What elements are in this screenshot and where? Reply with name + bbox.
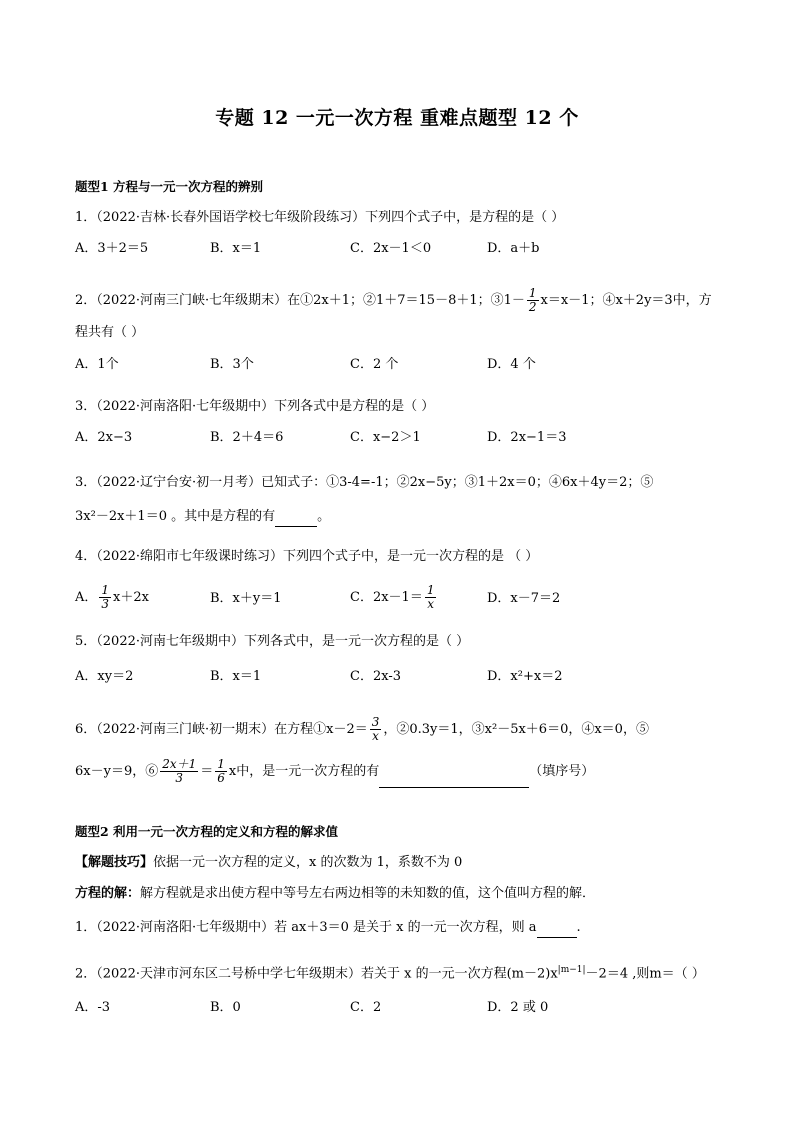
fraction <box>215 758 227 785</box>
section-heading-2: 题型2 利用一元一次方程的定义和方程的解求值 <box>75 824 339 839</box>
fraction-denominator: 2 <box>528 300 537 314</box>
answer-blank <box>537 919 577 938</box>
option-a: A．3＋2＝5 <box>75 241 149 256</box>
option-d: D．a＋b <box>487 241 540 256</box>
document-title: 专题 12 一元一次方程 重难点题型 12 个 <box>215 107 579 129</box>
question-2-options <box>75 356 735 374</box>
fraction-numerator: 2x＋1 <box>162 757 197 771</box>
question-4-stem: 4．（2022·绵阳市七年级课时练习）下列四个式子中，是一元一次方程的是 （ ） <box>75 549 539 564</box>
fraction-numerator: 1 <box>528 286 537 300</box>
option-c: C．2 <box>350 1000 382 1015</box>
practice-2-stem <box>75 961 735 983</box>
option-c-expr: C．2x－1＝ <box>350 590 423 605</box>
option-a: A．2x−3 <box>75 430 133 445</box>
answer-blank <box>275 508 317 527</box>
tip-text: 依据一元一次方程的定义，x 的次数为 1，系数不为 0 <box>153 855 463 870</box>
option-d: D．2 或 0 <box>487 1000 549 1015</box>
fraction-denominator: x <box>427 597 435 611</box>
question-4-options <box>75 584 735 614</box>
practice-1-text: 1．（2022·河南洛阳·七年级期中）若 ax＋3＝0 是关于 x 的一元一次方程，则 a <box>75 920 537 935</box>
option-a: A．xy＝2 <box>75 669 134 684</box>
question-5-stem: 5．（2022·河南七年级期中）下列各式中，是一元一次方程的是（ ） <box>75 634 470 649</box>
question-2-stem-post: x＝x－1；④x＋2y＝3中，方 <box>540 293 712 308</box>
option-b: B．2＋4＝6 <box>210 430 284 445</box>
question-3b-stem: 3．（2022·辽宁台安·初一月考）已知式子：①3-4=-1；②2x−5y；③1＋2x＝0；④6x＋4y＝2；⑤ <box>75 475 654 490</box>
fraction-denominator: 3 <box>175 771 184 785</box>
option-d: D．4 个 <box>487 357 536 372</box>
exponent: |m−1| <box>557 965 586 975</box>
question-3a-options <box>75 429 735 447</box>
option-a: A．1个 <box>75 357 119 372</box>
option-d: D．2x−1＝3 <box>487 430 567 445</box>
solution-label: 方程的解： <box>75 886 141 901</box>
option-a: A．-3 <box>75 1000 111 1015</box>
question-6-line2-pre: 6x－y＝9，⑥ <box>75 764 159 779</box>
option-c: C．2 个 <box>350 357 399 372</box>
equals-sign: ＝ <box>200 764 214 779</box>
practice-1-stem <box>75 919 735 938</box>
question-6-stem-line2 <box>75 757 735 788</box>
fraction-numerator: 3 <box>371 715 380 729</box>
practice-2-text: 2．（2022·天津市河东区二号桥中学七年级期末）若关于 x 的一元一次方程(m－2)x <box>75 966 558 982</box>
fraction-numerator: 1 <box>426 583 435 597</box>
question-6-stem-mid: ，②0.3y＝1，③x²－5x＋6＝0，④x＝0，⑤ <box>383 722 649 737</box>
option-a-label: A． <box>75 590 98 605</box>
option-b: B．x＝1 <box>210 669 262 684</box>
fraction <box>527 287 539 314</box>
question-2-stem-line2: 程共有（ ） <box>75 325 145 340</box>
option-c: C．2x－1＜0 <box>350 241 432 256</box>
solution-line <box>75 885 735 903</box>
fraction <box>99 584 111 611</box>
question-2-stem-pre: 2．（2022·河南三门峡·七年级期末）在①2x＋1；②1＋7＝15－8＋1；③1－ <box>75 293 525 308</box>
question-6-stem <box>75 715 735 745</box>
question-3b-stem2: 3x²－2x＋1＝0 。其中是方程的有 <box>75 509 276 524</box>
option-b: B．x＋y＝1 <box>210 591 282 606</box>
tip-label: 【解题技巧】 <box>75 855 154 870</box>
option-d: D．x²+x＝2 <box>487 669 563 684</box>
option-a-expr: x＋2x <box>113 590 149 605</box>
fraction-numerator: 1 <box>101 583 110 597</box>
section-heading-1: 题型1 方程与一元一次方程的辨别 <box>75 179 264 194</box>
option-d: D．x－7＝2 <box>487 591 561 606</box>
option-a <box>75 584 149 611</box>
fraction-denominator: x <box>372 729 379 743</box>
question-6-stem-pre: 6．（2022·河南三门峡·初一期末）在方程①x－2＝ <box>75 722 368 737</box>
question-1-stem: 1．（2022·吉林·长春外国语学校七年级阶段练习）下列四个式子中，是方程的是（ ） <box>75 210 565 225</box>
question-3b-end: 。 <box>317 509 331 524</box>
solution-text: 解方程就是求出使方程中等号左右两边相等的未知数的值，这个值叫方程的解． <box>140 886 596 901</box>
practice-2-options <box>75 999 735 1017</box>
question-3b-stem-line2 <box>75 508 735 527</box>
fraction-numerator: 1 <box>217 757 225 771</box>
question-5-options <box>75 668 735 686</box>
question-2-stem <box>75 287 735 314</box>
question-3a-stem: 3．（2022·河南洛阳·七年级期中）下列各式中是方程的是（ ） <box>75 399 435 414</box>
option-b: B．3个 <box>210 357 254 372</box>
fraction-denominator: 6 <box>217 771 225 785</box>
fraction <box>160 758 198 785</box>
answer-blank <box>379 757 529 788</box>
practice-2-post: －2＝4 ,则m＝（ ） <box>585 966 705 982</box>
option-b: B．0 <box>210 1000 241 1015</box>
option-c: C．2x-3 <box>350 669 401 684</box>
fraction <box>370 716 382 743</box>
question-1-options <box>75 240 735 258</box>
question-6-line2-post: x中，是一元一次方程的有 <box>228 764 380 779</box>
tip-line <box>75 854 735 872</box>
option-c: C．x−2＞1 <box>350 430 421 445</box>
practice-1-end: . <box>576 920 581 935</box>
question-6-line2-end: （填序号） <box>529 764 595 779</box>
option-b: B．x＝1 <box>210 241 262 256</box>
fraction-denominator: 3 <box>101 597 110 611</box>
option-c <box>350 584 438 611</box>
fraction <box>425 584 437 611</box>
